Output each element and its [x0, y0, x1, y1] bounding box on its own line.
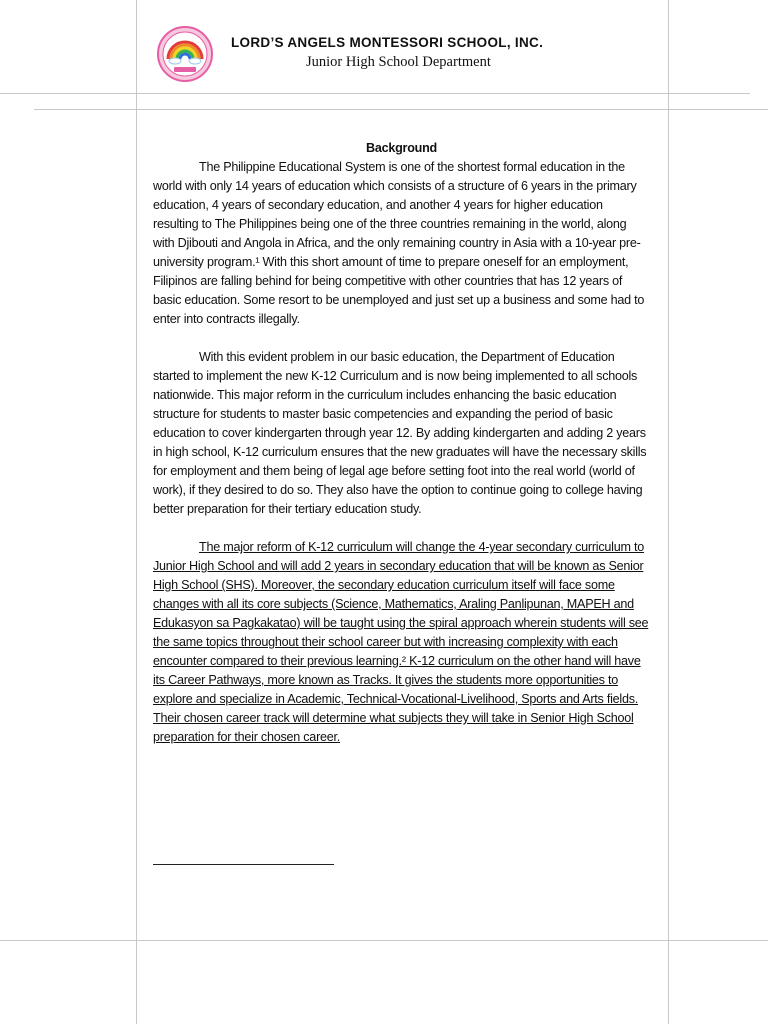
paragraph-2: With this evident problem in our basic education, the Department of Education started to implement the new K-12 Curriculum and is now being implemented to all schools nationwide. This major reform in the curriculum includes enhancing the basic education structure for students to master basic competencies and expanding the period of basic education to cover kindergarten through year 12. By adding kindergarten and adding 2 years in high school, K-12 curriculum ensures that the new graduates will have the necessary skills for employment and them being of legal age before setting foot into the real world (world of work), if they desired to do so. They also have the option to continue going to college having better preparation for their tertiary education study.	[153, 350, 647, 516]
header-guide-line-2	[34, 109, 768, 110]
school-name: LORD’S ANGELS MONTESSORI SCHOOL, INC.	[231, 35, 544, 50]
footer-guide-line	[0, 940, 768, 941]
margin-guide-right	[668, 0, 669, 1024]
header-guide-line-1	[0, 93, 750, 94]
footnote-separator	[153, 864, 334, 865]
paragraph-3: The major reform of K-12 curriculum will change the 4-year secondary curriculum to Junior High School and will add 2 years in secondary education that will be known as Senior High School (SHS). Moreover, the secondary education curriculum itself will face some changes with all its core subjects (Science, Mathematics, Araling Panlipunan, MAPEH and Edukasyon sa Pagkakatao) will be taught using the spiral approach wherein students will see the same topics throughout their school career but with increasing complexity with each encounter compared to their previous learning.² K-12 curriculum on the other hand will have its Career Pathways, more known as Tracks. It gives the students more opportunities to explore and specialize in Academic, Technical-Vocational-Livelihood, Sports and Arts fields. Their chosen career track will determine what subjects they will take in Senior High School preparation for their chosen career.	[153, 540, 649, 744]
document-body	[153, 139, 650, 747]
margin-guide-left	[136, 0, 137, 1024]
school-logo	[157, 26, 213, 82]
department-name: Junior High School Department	[306, 54, 491, 70]
paragraph-1: The Philippine Educational System is one of the shortest formal education in the world with only 14 years of education which consists of a structure of 6 years in the primary education, 4 years of secondary education, and another 4 years for higher education resulting to The Philippines being one of the three countries remaining in the world, along with Djibouti and Angola in Africa, and the only remaining country in Asia with a 10-year pre-university program.¹ With this short amount of time to prepare oneself for an employment, Filipinos are falling behind for being competitive with other countries that has 12 years of basic education. Some resort to be unemployed and just set up a business and some had to enter into contracts illegally.	[153, 160, 645, 326]
section-heading: Background	[366, 141, 437, 155]
